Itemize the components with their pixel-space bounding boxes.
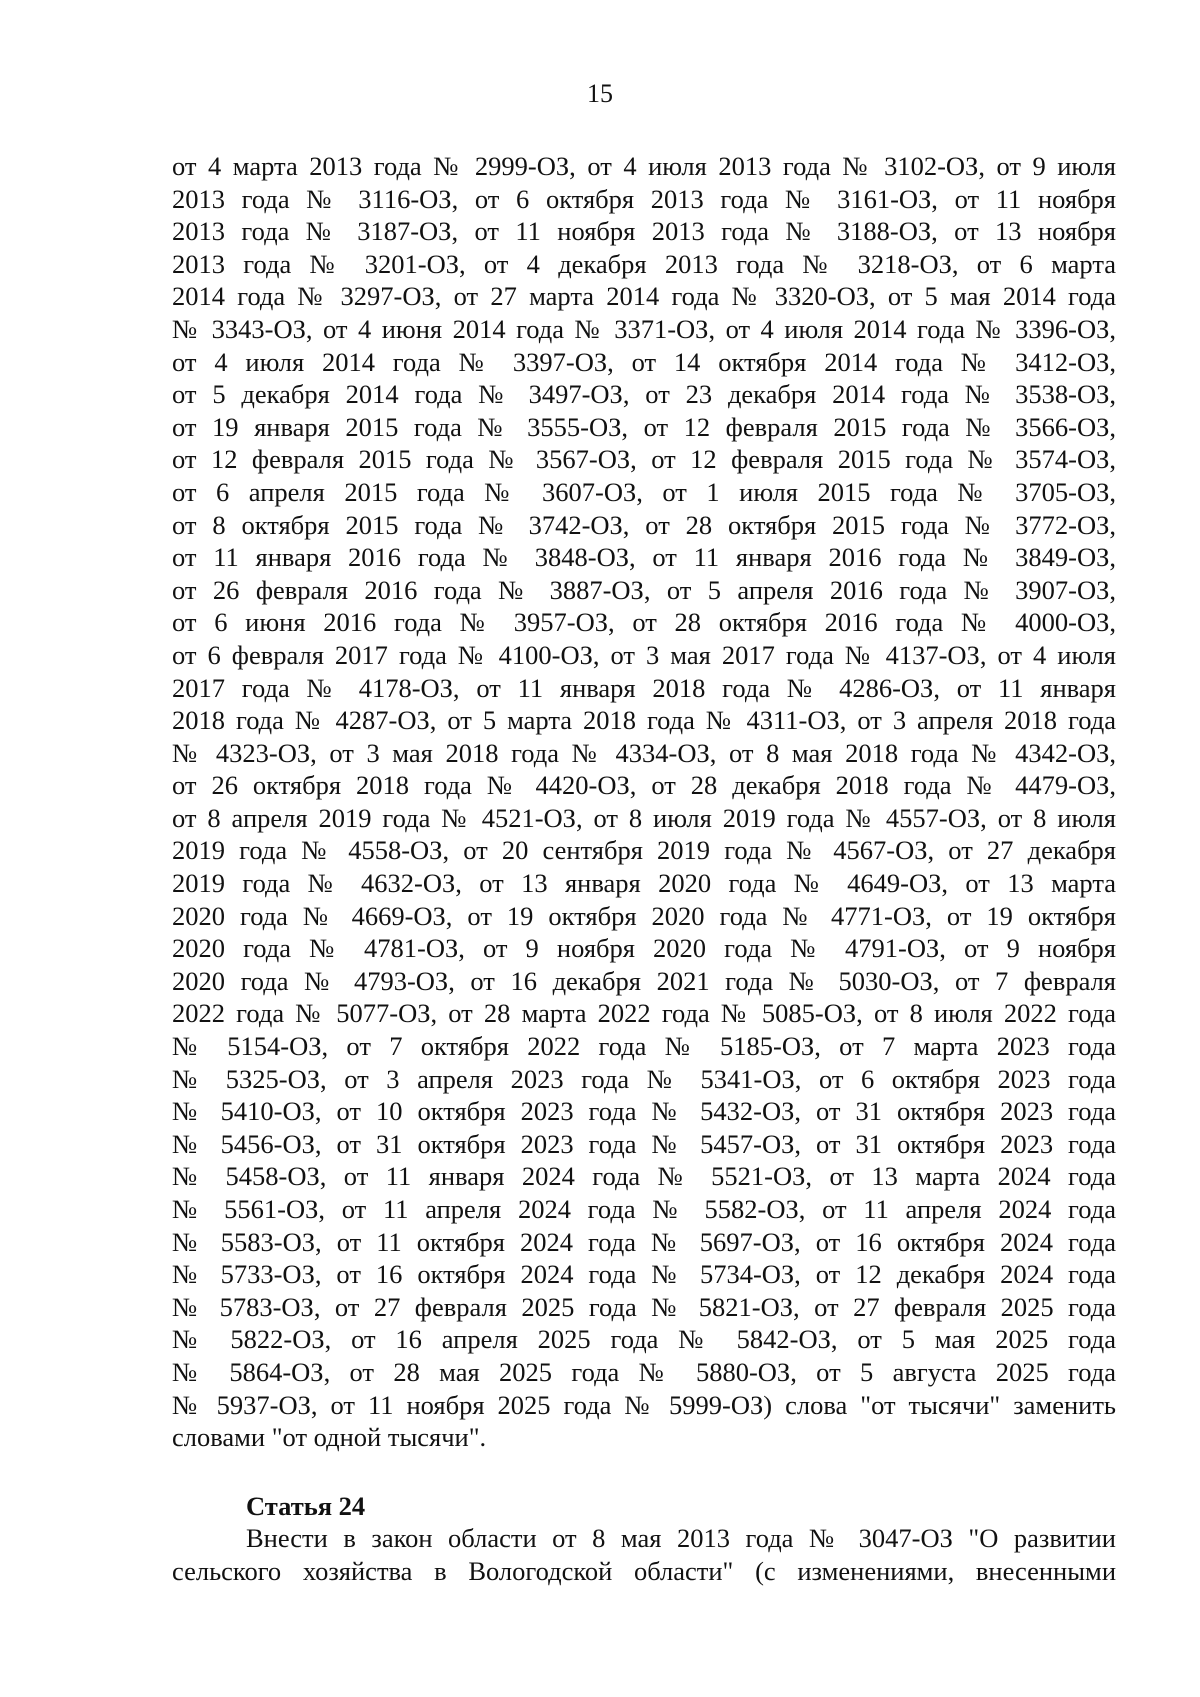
- text-line: № 4323-ОЗ, от 3 мая 2018 года № 4334-ОЗ, от 8 мая 2018 года № 4342-ОЗ,: [172, 737, 1116, 768]
- text-line: от 26 октября 2018 года № 4420-ОЗ, от 28 декабря 2018 года № 4479-ОЗ,: [172, 770, 1116, 801]
- text-line: № 5325-ОЗ, от 3 апреля 2023 года № 5341-ОЗ, от 6 октября 2023 года: [172, 1063, 1116, 1094]
- text-line: № 5410-ОЗ, от 10 октября 2023 года № 5432-ОЗ, от 31 октября 2023 года: [172, 1096, 1116, 1127]
- article-heading: Статья 24: [246, 1491, 366, 1521]
- text-line: 2019 года № 4632-ОЗ, от 13 января 2020 года № 4649-ОЗ, от 13 марта: [172, 868, 1116, 899]
- text-line: № 3343-ОЗ, от 4 июня 2014 года № 3371-ОЗ, от 4 июля 2014 года № 3396-ОЗ,: [172, 313, 1116, 344]
- text-line: № 5456-ОЗ, от 31 октября 2023 года № 5457-ОЗ, от 31 октября 2023 года: [172, 1128, 1116, 1159]
- text-line: 2019 года № 4558-ОЗ, от 20 сентября 2019 года № 4567-ОЗ, от 27 декабря: [172, 835, 1116, 866]
- text-line: от 8 апреля 2019 года № 4521-ОЗ, от 8 июля 2019 года № 4557-ОЗ, от 8 июля: [172, 802, 1116, 833]
- text-line: № 5822-ОЗ, от 16 апреля 2025 года № 5842-ОЗ, от 5 мая 2025 года: [172, 1324, 1116, 1355]
- text-line: № 5733-ОЗ, от 16 октября 2024 года № 5734-ОЗ, от 12 декабря 2024 года: [172, 1259, 1116, 1290]
- text-line: 2020 года № 4669-ОЗ, от 19 октября 2020 года № 4771-ОЗ, от 19 октября: [172, 900, 1116, 931]
- text-line: от 11 января 2016 года № 3848-ОЗ, от 11 января 2016 года № 3849-ОЗ,: [172, 542, 1116, 573]
- text-line: словами "от одной тысячи".: [172, 1422, 487, 1453]
- text-line: № 5783-ОЗ, от 27 февраля 2025 года № 5821-ОЗ, от 27 февраля 2025 года: [172, 1291, 1116, 1322]
- text-line: от 6 апреля 2015 года № 3607-ОЗ, от 1 июля 2015 года № 3705-ОЗ,: [172, 476, 1116, 507]
- text-line: от 8 октября 2015 года № 3742-ОЗ, от 28 октября 2015 года № 3772-ОЗ,: [172, 509, 1116, 540]
- article-paragraph: [172, 1522, 1116, 1587]
- text-line: 2020 года № 4793-ОЗ, от 16 декабря 2021 года № 5030-ОЗ, от 7 февраля: [172, 965, 1116, 996]
- article-text-line: сельского хозяйства в Вологодской области" (с изменениями, внесенными: [172, 1555, 1116, 1586]
- text-line: 2022 года № 5077-ОЗ, от 28 марта 2022 года № 5085-ОЗ, от 8 июля 2022 года: [172, 998, 1116, 1029]
- text-line: от 4 марта 2013 года № 2999-ОЗ, от 4 июля 2013 года № 3102-ОЗ, от 9 июля: [172, 151, 1116, 181]
- text-line: от 6 февраля 2017 года № 4100-ОЗ, от 3 мая 2017 года № 4137-ОЗ, от 4 июля: [172, 639, 1116, 670]
- text-line: № 5458-ОЗ, от 11 января 2024 года № 5521-ОЗ, от 13 марта 2024 года: [172, 1161, 1116, 1192]
- text-line: 2014 года № 3297-ОЗ, от 27 марта 2014 года № 3320-ОЗ, от 5 мая 2014 года: [172, 281, 1116, 312]
- text-line: № 5583-ОЗ, от 11 октября 2024 года № 5697-ОЗ, от 16 октября 2024 года: [172, 1226, 1116, 1257]
- text-line: 2013 года № 3116-ОЗ, от 6 октября 2013 года № 3161-ОЗ, от 11 ноября: [172, 183, 1116, 214]
- text-line: № 5937-ОЗ, от 11 ноября 2025 года № 5999-ОЗ) слова "от тысячи" заменить: [172, 1389, 1116, 1420]
- text-line: 2017 года № 4178-ОЗ, от 11 января 2018 года № 4286-ОЗ, от 11 января: [172, 672, 1116, 703]
- text-line: № 5864-ОЗ, от 28 мая 2025 года № 5880-ОЗ, от 5 августа 2025 года: [172, 1356, 1116, 1387]
- article-text-line: Внести в закон области от 8 мая 2013 года № 3047-ОЗ "О развитии: [246, 1523, 1116, 1553]
- text-line: от 19 января 2015 года № 3555-ОЗ, от 12 февраля 2015 года № 3566-ОЗ,: [172, 411, 1116, 442]
- text-line: 2020 года № 4781-ОЗ, от 9 ноября 2020 года № 4791-ОЗ, от 9 ноября: [172, 933, 1116, 964]
- main-paragraph: [172, 150, 1116, 1454]
- text-line: от 5 декабря 2014 года № 3497-ОЗ, от 23 декабря 2014 года № 3538-ОЗ,: [172, 379, 1116, 410]
- text-line: № 5154-ОЗ, от 7 октября 2022 года № 5185-ОЗ, от 7 марта 2023 года: [172, 1031, 1116, 1062]
- text-line: от 4 июля 2014 года № 3397-ОЗ, от 14 октября 2014 года № 3412-ОЗ,: [172, 346, 1116, 377]
- page-number: 15: [587, 79, 613, 108]
- text-line: от 12 февраля 2015 года № 3567-ОЗ, от 12 февраля 2015 года № 3574-ОЗ,: [172, 444, 1116, 475]
- text-line: 2013 года № 3187-ОЗ, от 11 ноября 2013 года № 3188-ОЗ, от 13 ноября: [172, 216, 1116, 247]
- text-line: от 26 февраля 2016 года № 3887-ОЗ, от 5 апреля 2016 года № 3907-ОЗ,: [172, 574, 1116, 605]
- text-line: 2018 года № 4287-ОЗ, от 5 марта 2018 года № 4311-ОЗ, от 3 апреля 2018 года: [172, 705, 1116, 736]
- text-line: от 6 июня 2016 года № 3957-ОЗ, от 28 октября 2016 года № 4000-ОЗ,: [172, 607, 1116, 638]
- text-line: № 5561-ОЗ, от 11 апреля 2024 года № 5582-ОЗ, от 11 апреля 2024 года: [172, 1194, 1116, 1224]
- text-line: 2013 года № 3201-ОЗ, от 4 декабря 2013 года № 3218-ОЗ, от 6 марта: [172, 248, 1116, 279]
